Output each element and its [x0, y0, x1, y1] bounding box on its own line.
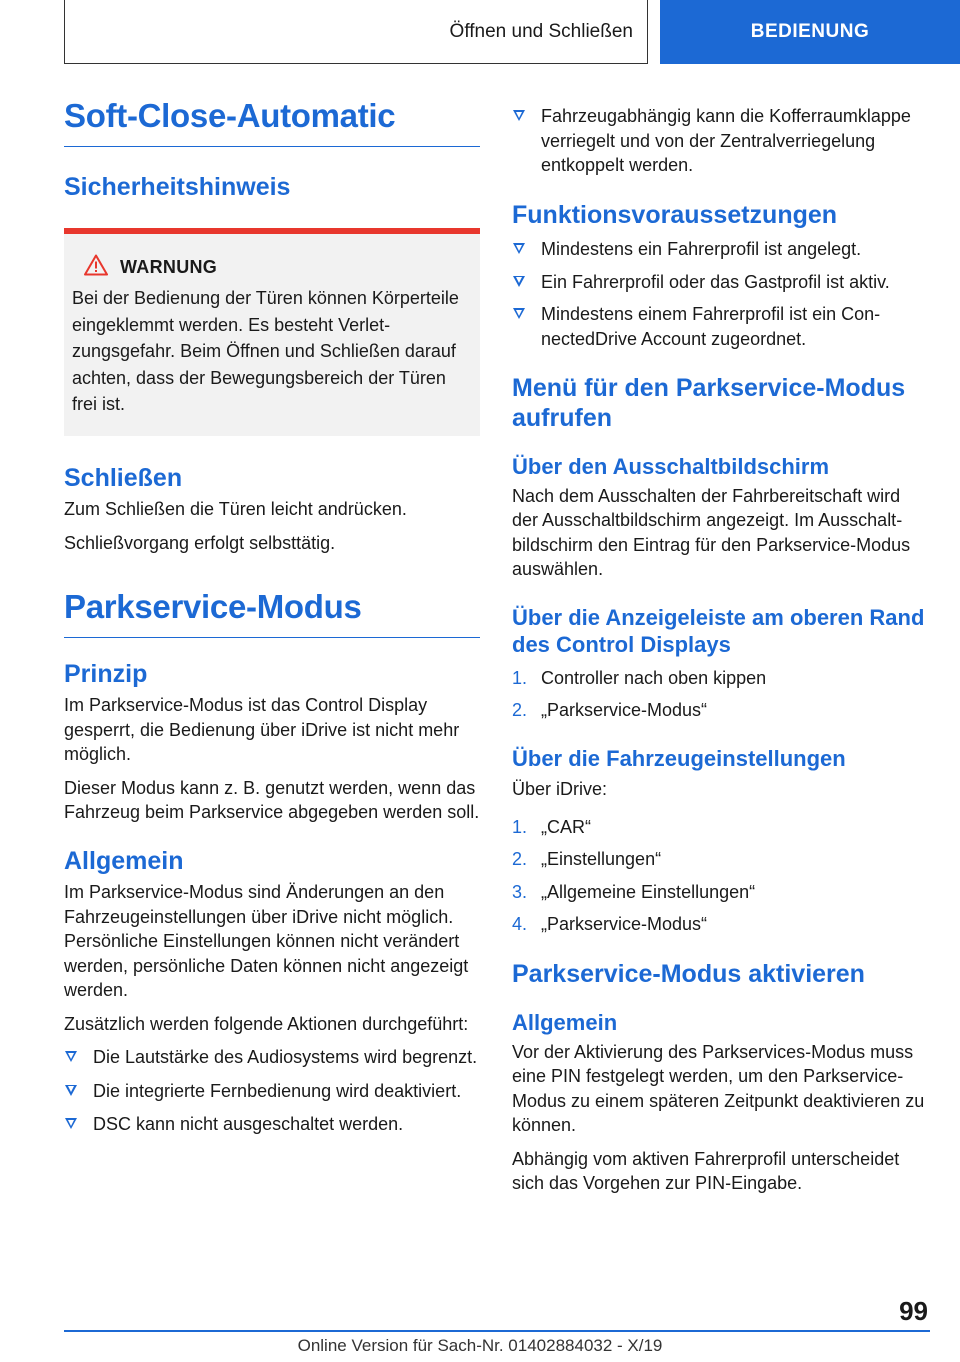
paragraph: Im Parkservice-Modus sind Änderungen an den Fahrzeugeinstellungen über iDrive nicht möglich. Persönliche Einstellungen können nicht verändert werden, persönliche Daten können nicht angezeigt werden. [64, 882, 469, 1001]
heading-allgemein: Allgemein [64, 846, 184, 875]
warning-header [84, 254, 470, 281]
paragraph: Vor der Aktivierung des Parkservices-Modus muss eine PIN festgelegt werden, um den Parkservice-Modus zu einem späteren Zeitpunkt deaktivieren zu können. [512, 1041, 925, 1135]
list-item: 1. Controller nach oben kippen [512, 667, 767, 688]
list-item: DSC kann nicht ausgeschaltet werden. [64, 1112, 480, 1137]
triangle-bullet-icon [65, 1051, 77, 1062]
list-item: 4. „Parkservice-Modus“ [512, 914, 708, 934]
warning-triangle-icon [84, 254, 108, 281]
header-chapter [660, 0, 960, 64]
list-item: Mindestens ein Fahrerprofil ist angelegt. [512, 237, 928, 262]
heading-parkservice-modus: Parkservice-Modus [64, 587, 480, 638]
anzeigeleiste-steps [512, 666, 928, 723]
list-item: Ein Fahrerprofil oder das Gastprofil ist aktiv. [512, 270, 928, 295]
header-section [64, 0, 648, 64]
list-item: 3. „Allgemeine Einstellungen“ [512, 881, 756, 902]
action-list [64, 1045, 480, 1137]
header-chapter-title: BEDIENUNG [750, 21, 870, 42]
warning-text: Bei der Bedienung der Türen können Körperteile eingeklemmt werden. Es besteht Verletzungsgefahr. Beim Öffnen und Schließen darauf achten, dass der Bewegungsbereich der Türen frei ist. [72, 288, 459, 415]
heading-soft-close: Soft-Close-Automatic [64, 96, 480, 147]
list-item: Fahrzeugabhängig kann die Kofferraumklappe verriegelt und von der Zentralverriegelung entkoppelt werden. [512, 104, 928, 178]
fahrzeug-steps [512, 815, 928, 937]
list-item: Die Lautstärke des Audiosystems wird begrenzt. [64, 1045, 480, 1070]
list-item: Mindestens einem Fahrerprofil ist ein ConnectedDrive Account zugeordnet. [512, 302, 928, 351]
footer-online-version: Online Version für Sach-Nr. 01402884032 - X/19 [297, 1336, 663, 1355]
heading-prinzip: Prinzip [64, 659, 148, 688]
left-column [64, 96, 480, 1137]
heading-ausschaltbildschirm: Über den Ausschaltbildschirm [512, 454, 830, 479]
paragraph: Schließvorgang erfolgt selbsttätig. [64, 532, 336, 553]
right-column [512, 104, 928, 1196]
paragraph: Dieser Modus kann z. B. genutzt werden, wenn das Fahrzeug beim Parkservice abgegeben werden soll. [64, 777, 480, 823]
heading-funktionsvoraussetzungen: Funktionsvoraussetzungen [512, 200, 838, 229]
paragraph: Nach dem Ausschalten der Fahrbereitschaft wird der Ausschaltbildschirm angezeigt. Im Ausschaltbildschirm den Eintrag für den Parkservice-Modus auswählen. [512, 485, 911, 579]
triangle-bullet-icon [513, 276, 525, 287]
triangle-bullet-icon [513, 308, 525, 319]
triangle-bullet-icon [65, 1118, 77, 1129]
triangle-bullet-icon [65, 1085, 77, 1096]
paragraph: Im Parkservice-Modus ist das Control Display gesperrt, die Bedienung über iDrive ist nicht mehr möglich. [64, 695, 460, 765]
header-section-title: Öffnen und Schließen [449, 20, 633, 42]
heading-schliessen: Schließen [64, 463, 183, 492]
paragraph: Zusätzlich werden folgende Aktionen durchgeführt: [64, 1013, 469, 1034]
heading-menu-aufrufen: Menü für den Parkservice-Modus aufrufen [512, 374, 906, 432]
warning-box [64, 228, 480, 436]
list-item: 2. „Einstellungen“ [512, 849, 662, 869]
heading-fahrzeugeinstellungen: Über die Fahrzeugeinstellungen [512, 745, 846, 771]
paragraph: Über iDrive: [512, 779, 608, 799]
list-item: 1. „CAR“ [512, 816, 591, 837]
footer-divider [64, 1330, 930, 1332]
heading-allgemein-right: Allgemein [512, 1010, 618, 1035]
triangle-bullet-icon [513, 243, 525, 254]
heading-sicherheitshinweis: Sicherheitshinweis [64, 172, 291, 201]
paragraph: Abhängig vom aktiven Fahrerprofil unterscheidet sich das Vorgehen zur PIN-Eingabe. [512, 1148, 900, 1193]
list-item: Die integrierte Fernbedienung wird deaktiviert. [64, 1079, 480, 1104]
list-item: 2. „Parkservice-Modus“ [512, 700, 708, 720]
triangle-bullet-icon [513, 110, 525, 121]
requirement-list [512, 237, 928, 351]
heading-aktivieren: Parkservice-Modus aktivieren [512, 959, 865, 988]
page-number: 99 [899, 1296, 928, 1326]
warning-label: WARNUNG [120, 257, 218, 278]
top-bullet-list [512, 104, 928, 178]
paragraph: Zum Schließen die Türen leicht andrücken. [64, 499, 407, 520]
heading-anzeigeleiste: Über die Anzeigeleiste am oberen Rand des Control Displays [512, 604, 925, 657]
